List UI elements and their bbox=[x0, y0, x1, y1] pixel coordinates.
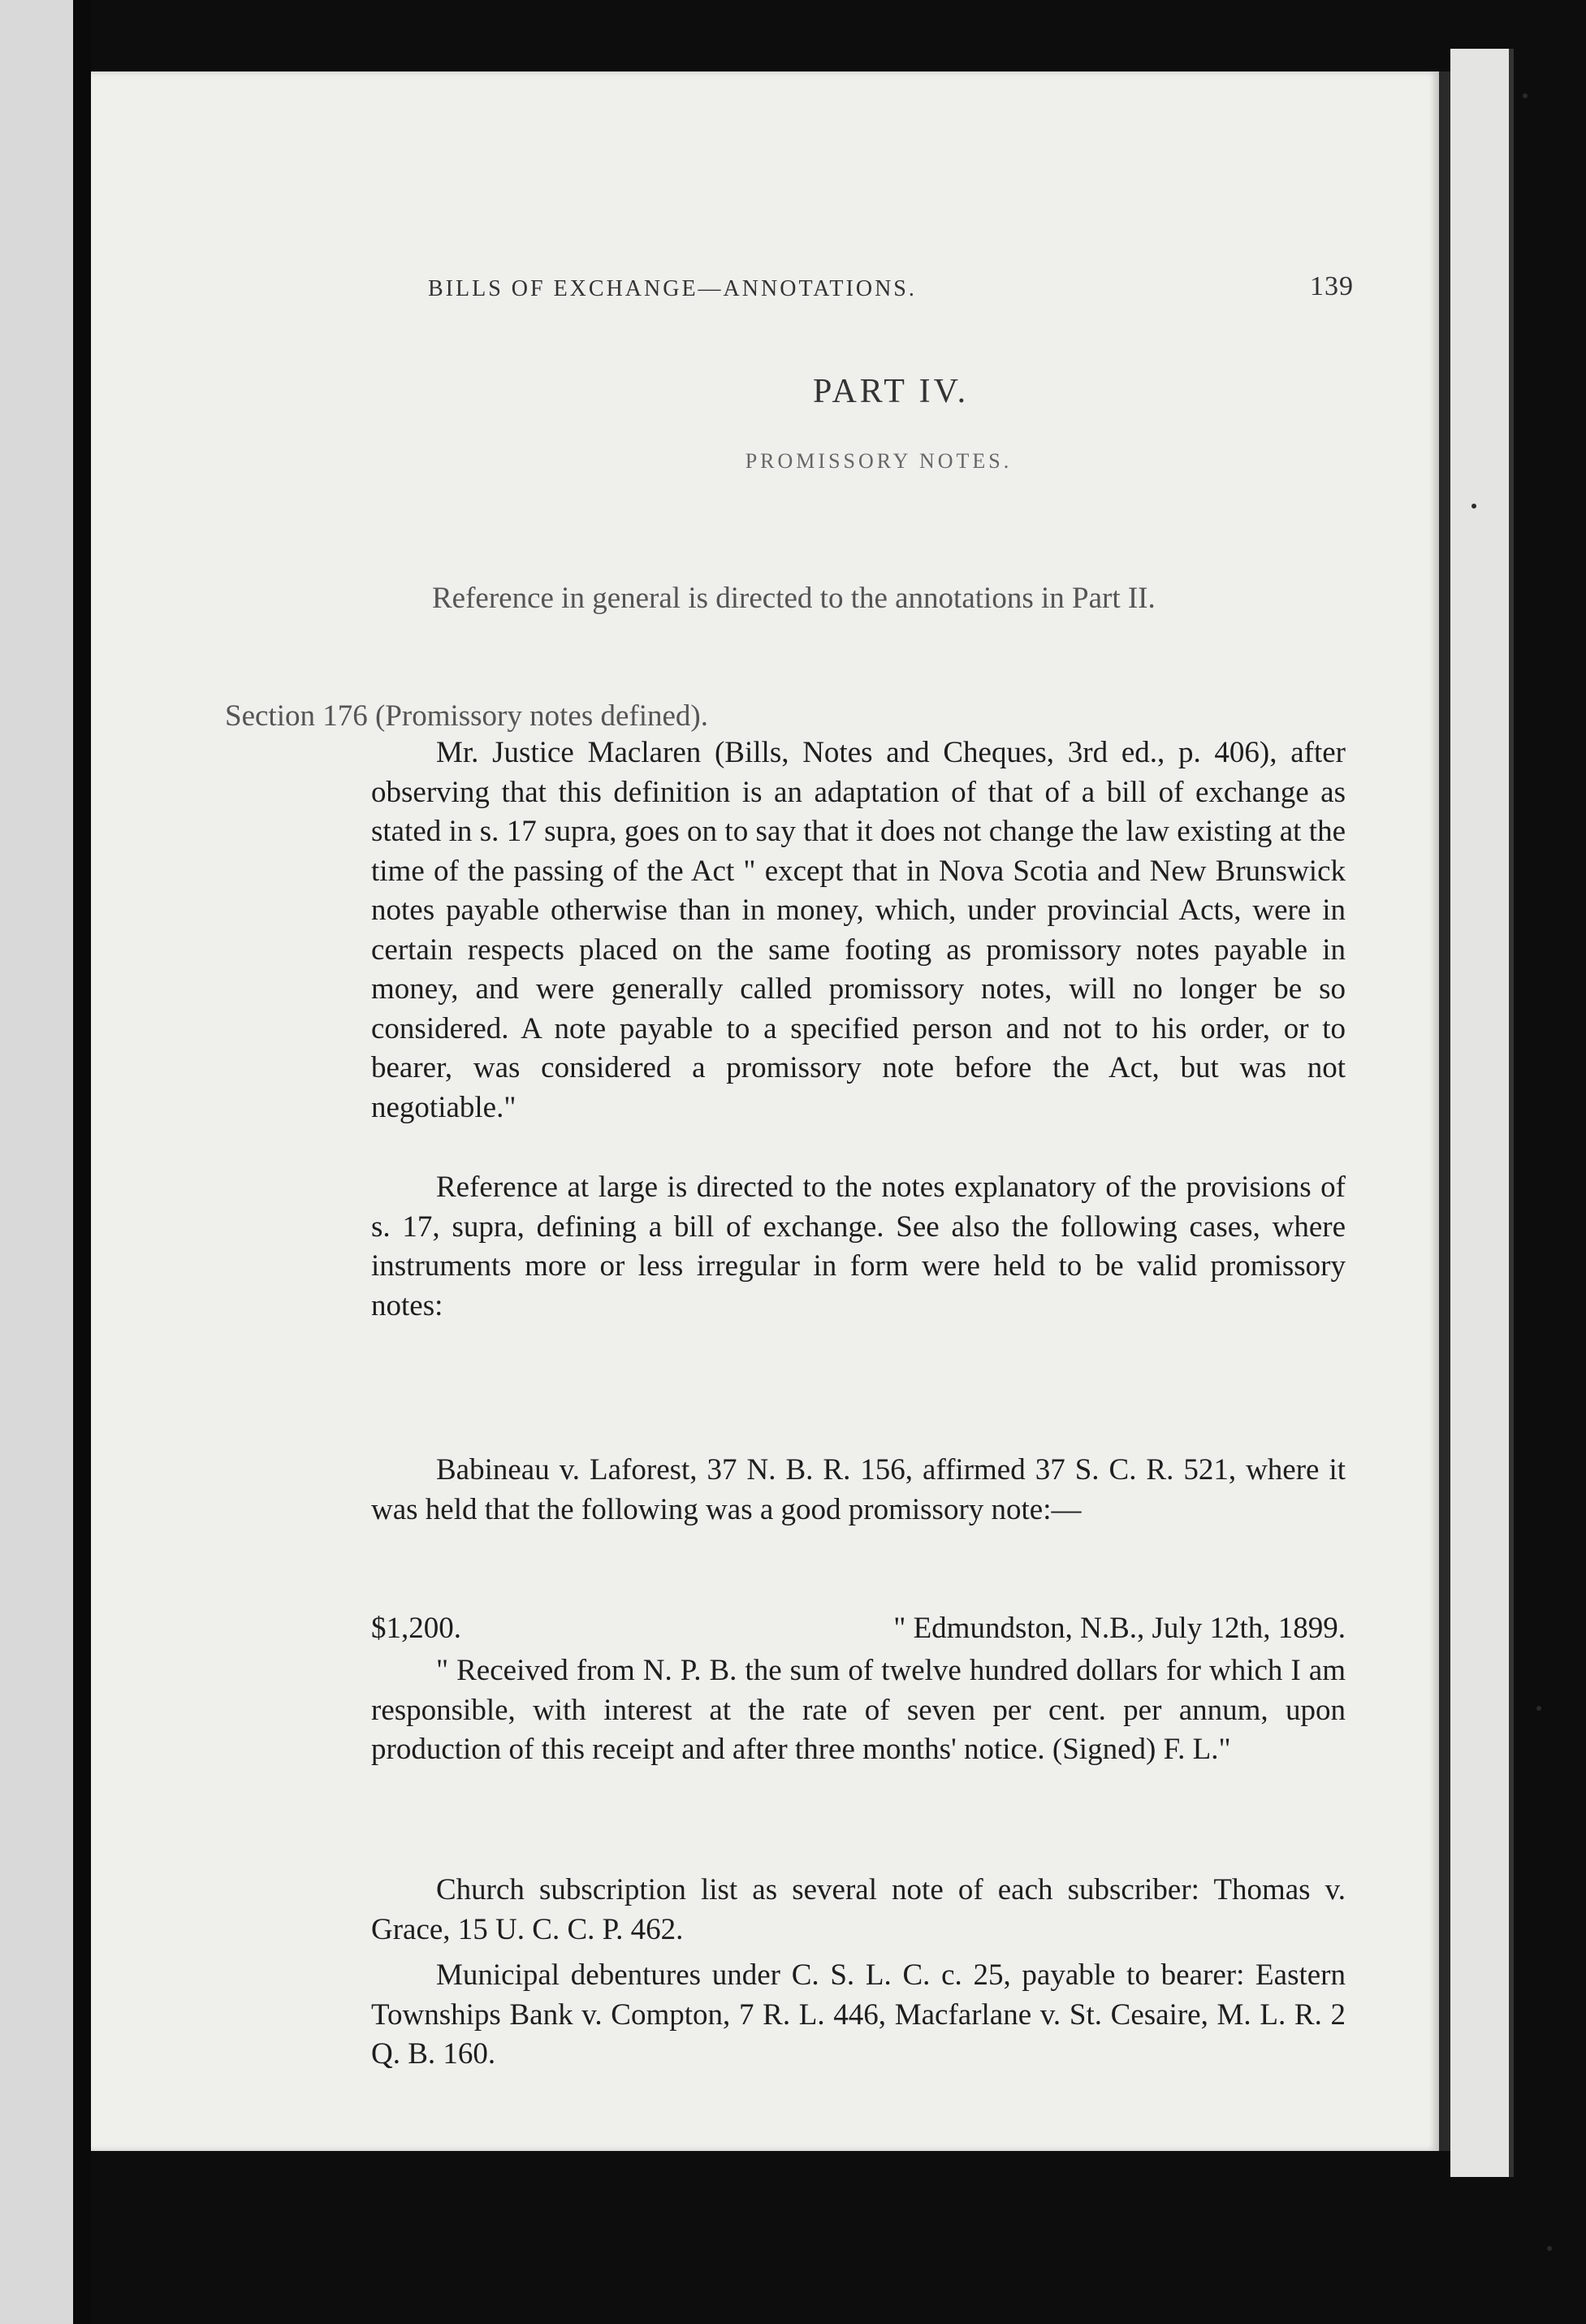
part-heading: PART IV. bbox=[812, 373, 970, 410]
reference-large-paragraph: Reference at large is directed to the notes explanatory of the provisions of s. 17, supra, defining a bill of exchange. See also the following cases, where instruments more or less irregular in form were held to be valid promissory notes: bbox=[371, 1171, 1346, 1322]
page-number: 139 bbox=[1310, 271, 1354, 301]
scan-speck bbox=[1536, 1706, 1541, 1711]
scan-speck bbox=[1523, 93, 1528, 98]
page-content bbox=[91, 71, 1439, 2151]
running-head-title: BILLS OF EXCHANGE—ANNOTATIONS. bbox=[428, 276, 917, 301]
church-paragraph: Church subscription list as several note of each subscriber: Thomas v. Grace, 15 U. C. C. P. 462. bbox=[371, 1873, 1346, 1946]
municipal-paragraph: Municipal debentures under C. S. L. C. c. 25, payable to bearer: Eastern Townships Bank v. Compton, 7 R. L. 446, Macfarlane v. St. Cesaire, M. L. R. 2 Q. B. 160. bbox=[371, 1958, 1346, 2071]
section-heading: PROMISSORY NOTES. bbox=[745, 449, 1013, 473]
facing-page-edge bbox=[0, 0, 73, 2324]
note-body-paragraph: " Received from N. P. B. the sum of twelve hundred dollars for which I am responsible, with interest at the rate of seven per cent. per annum, upon production of this receipt and after three months' notice. (Signed) F. L." bbox=[371, 1654, 1346, 1766]
page-stack-edge bbox=[1450, 49, 1509, 2177]
page-edge-shadow bbox=[1439, 71, 1450, 2151]
section-176-heading: Section 176 (Promissory notes defined). bbox=[225, 699, 708, 733]
scan-speck bbox=[1471, 504, 1476, 509]
page-stack-border bbox=[1509, 49, 1514, 2177]
reference-general-paragraph: Reference in general is directed to the annotations in Part II. bbox=[432, 582, 1156, 615]
note-place-date: " Edmundston, N.B., July 12th, 1899. bbox=[893, 1612, 1346, 1645]
book-gutter bbox=[73, 0, 91, 2324]
maclaren-paragraph: Mr. Justice Maclaren (Bills, Notes and Cheques, 3rd ed., p. 406), after observing that this definition is an adaptation of that of a bill of exchange as stated in s. 17 supra, goes on to say that it does not change the law existing at the time of the passing of the Act " except that in Nova Scotia and New Brunswick notes payable otherwise than in money, which, under provincial Acts, were in certain respects placed on the same footing as promissory notes payable in money, and were generally called promissory notes, will no longer be so considered. A note payable to a specified person and not to his order, or to bearer, was considered a promissory note before the Act, but was not negotiable." bbox=[371, 736, 1346, 1124]
book-page bbox=[91, 71, 1439, 2151]
babineau-paragraph: Babineau v. Laforest, 37 N. B. R. 156, affirmed 37 S. C. R. 521, where it was held that the following was a good promissory note:— bbox=[371, 1453, 1346, 1526]
note-amount: $1,200. bbox=[371, 1612, 461, 1645]
scan-speck bbox=[1547, 2246, 1552, 2251]
